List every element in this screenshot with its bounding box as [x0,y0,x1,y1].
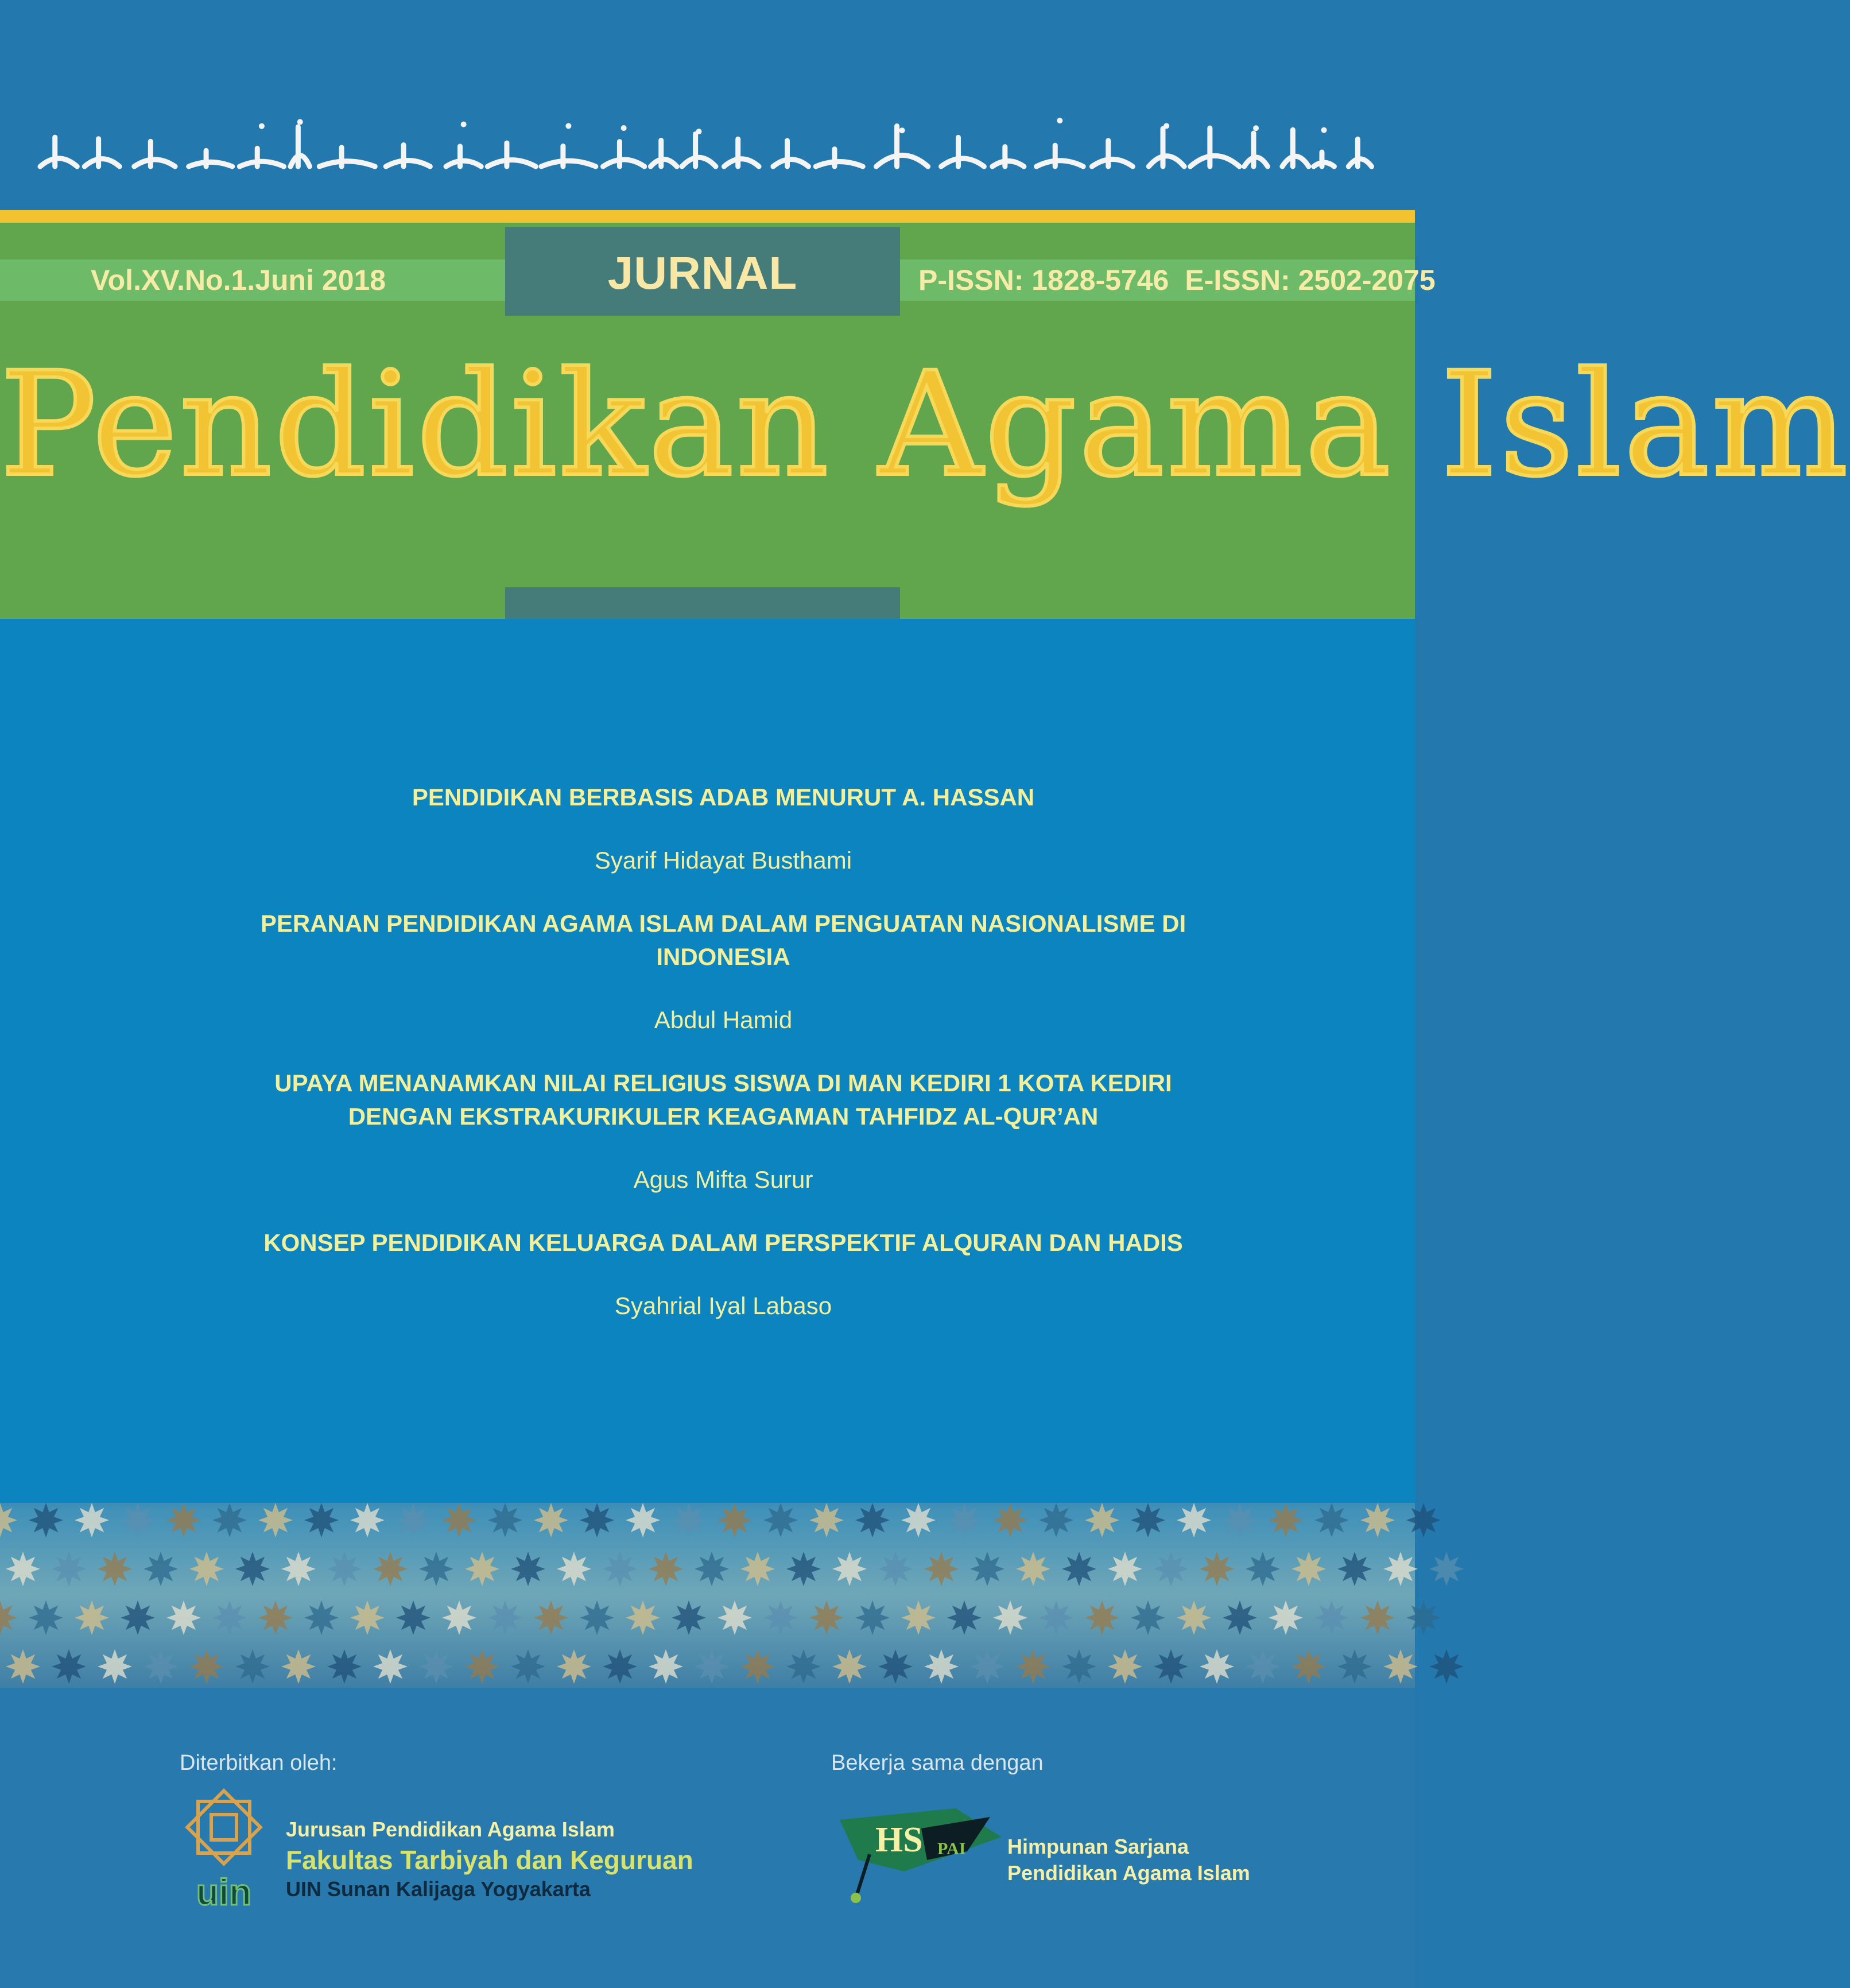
volume-info: Vol.XV.No.1.Juni 2018 [91,264,386,296]
jurnal-label: JURNAL [607,247,798,299]
journal-title: Pendidikan Agama Islam [0,341,1850,508]
article-author: Syahrial Iyal Labaso [614,1292,832,1319]
article-entry [172,1067,1274,1196]
hs-pai-logo [835,1797,1007,1906]
article-title: KONSEP PENDIDIKAN KELUARGA DALAM PERSPEKTIF ALQURAN DAN HADIS [263,1229,1183,1256]
arabic-calligraphy-banner [34,103,1380,189]
hs-logo-text: HS [875,1820,923,1859]
partner-line-1: Himpunan Sarjana [1007,1835,1189,1858]
e-issn: E-ISSN: 2502-2075 [1185,264,1436,296]
partner-line-2: Pendidikan Agama Islam [1007,1861,1250,1885]
uin-logo-text: uin [196,1871,251,1913]
p-issn: P-ISSN: 1828-5746 [918,264,1169,296]
uin-logo [178,1797,270,1912]
article-author: Syarif Hidayat Busthami [594,847,852,874]
article-title: PERANAN PENDIDIKAN AGAMA ISLAM DALAM PENGUATAN NASIONALISME DI INDONESIA [260,910,1186,970]
publisher-university: UIN Sunan Kalijaga Yogyakarta [286,1877,591,1901]
issn-info [918,261,1452,299]
yellow-divider [0,210,1415,223]
table-of-contents [172,781,1274,1353]
partner-label: Bekerja sama dengan [831,1751,1044,1775]
header-bottom-tab [505,587,900,619]
article-entry [172,781,1274,877]
publisher-faculty: Fakultas Tarbiyah dan Keguruan [286,1845,693,1875]
article-entry [172,907,1274,1037]
article-author: Abdul Hamid [654,1006,793,1033]
article-title: PENDIDIKAN BERBASIS ADAB MENURUT A. HASSAN [412,784,1035,811]
publisher-department: Jurusan Pendidikan Agama Islam [286,1818,615,1841]
article-author: Agus Mifta Surur [633,1166,813,1193]
mosaic-pattern-band [0,1503,1415,1688]
published-by-label: Diterbitkan oleh: [180,1751,338,1775]
pai-logo-text: PAI [937,1839,966,1858]
article-entry [172,1226,1274,1323]
article-title: UPAYA MENANAMKAN NILAI RELIGIUS SISWA DI MAN KEDIRI 1 KOTA KEDIRI DENGAN EKSTRAKURIKULER KEAGAMAN TAHFIDZ AL-QUR’AN [274,1069,1172,1130]
